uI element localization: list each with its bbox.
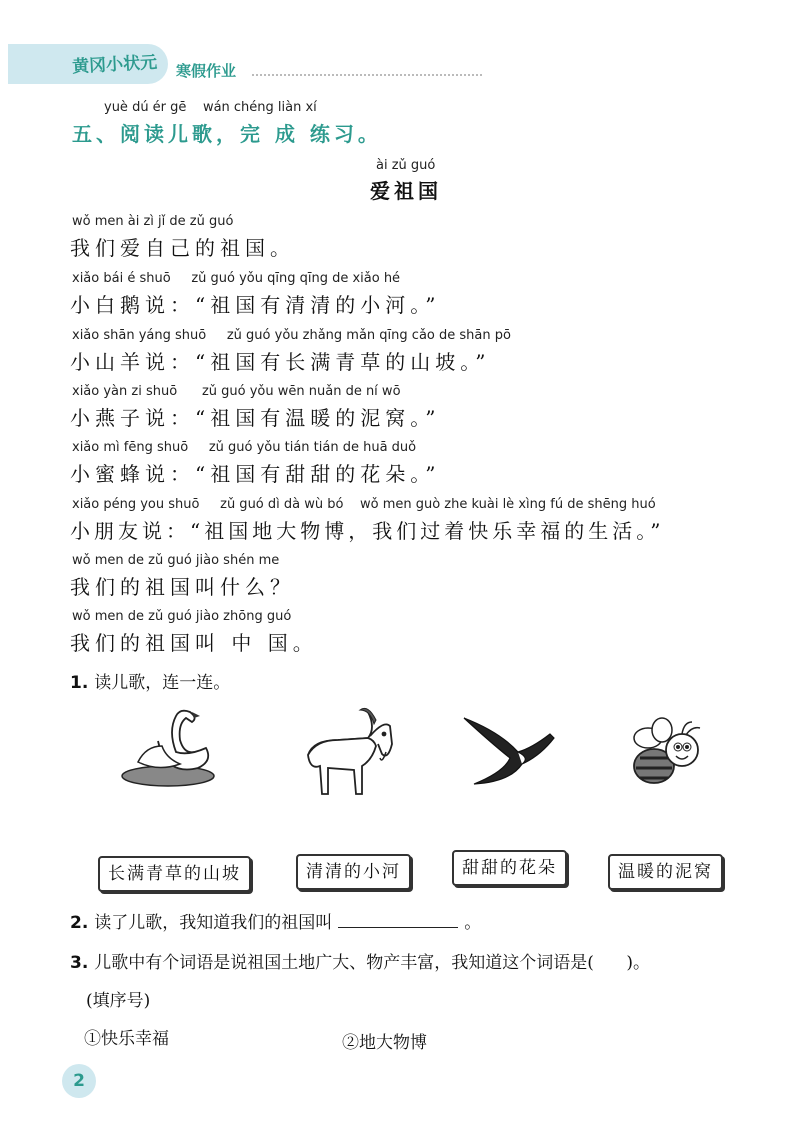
poem-line-pinyin: xiǎo bái é shuō zǔ guó yǒu qīng qīng de xiǎo hé xyxy=(72,271,401,286)
goat-icon[interactable] xyxy=(298,700,398,800)
poem-line-pinyin: wǒ men ài zì jǐ de zǔ guó xyxy=(72,214,234,229)
question-1: 1. 读儿歌，连一连。 xyxy=(70,673,231,693)
question-3: 3. 儿歌中有个词语是说祖国土地广大、物产丰富，我知道这个词语是( )。 xyxy=(70,953,650,973)
section-pinyin: yuè dú ér gē wán chéng liàn xí xyxy=(104,100,317,115)
option-1[interactable]: ①快乐幸福 xyxy=(84,1029,169,1049)
bee-icon[interactable] xyxy=(626,716,706,796)
match-card[interactable]: 长满青草的山坡 xyxy=(98,856,251,892)
match-card[interactable]: 甜甜的花朵 xyxy=(452,850,567,886)
section-title: 五、阅读儿歌，完 成 练习。 xyxy=(72,122,382,146)
brand-logo: 黄冈小状元 xyxy=(71,52,158,78)
poem-line: 小朋友说：“祖国地大物博，我们过着快乐幸福的生活。” xyxy=(70,519,665,543)
match-card[interactable]: 清清的小河 xyxy=(296,854,411,890)
poem-line-pinyin: wǒ men de zǔ guó jiào shén me xyxy=(72,553,280,568)
swan-icon[interactable] xyxy=(118,706,218,786)
poem-line-pinyin: xiǎo shān yáng shuō zǔ guó yǒu zhǎng mǎn qīng cǎo de shān pō xyxy=(72,328,511,343)
poem-line-pinyin: wǒ men de zǔ guó jiào zhōng guó xyxy=(72,609,292,624)
poem-line: 小山羊说：“祖国有长满青草的山坡。” xyxy=(70,350,491,374)
poem-title-pinyin: ài zǔ guó xyxy=(376,158,436,173)
header-divider xyxy=(252,74,482,76)
poem-line: 我们爱自己的祖国。 xyxy=(70,236,295,260)
poem-line: 小燕子说：“祖国有温暖的泥窝。” xyxy=(70,406,441,430)
poem-line: 我们的祖国叫什么？ xyxy=(70,575,295,599)
poem-line: 我们的祖国叫 中 国。 xyxy=(70,631,318,655)
poem-line: 小蜜蜂说：“祖国有甜甜的花朵。” xyxy=(70,462,441,486)
option-2[interactable]: ②地大物博 xyxy=(342,1033,427,1053)
page-number: 2 xyxy=(62,1064,96,1098)
poem-line: 小白鹅说：“祖国有清清的小河。” xyxy=(70,293,441,317)
poem-line-pinyin: xiǎo yàn zi shuō zǔ guó yǒu wēn nuǎn de ní wō xyxy=(72,384,401,399)
answer-blank[interactable] xyxy=(338,909,458,928)
question-2: 2. 读了儿歌，我知道我们的祖国叫 。 xyxy=(70,908,481,933)
header-subtitle: 寒假作业 xyxy=(176,62,237,80)
poem-line-pinyin: xiǎo mì fēng shuō zǔ guó yǒu tián tián de huā duǒ xyxy=(72,440,417,455)
match-card[interactable]: 温暖的泥窝 xyxy=(608,854,723,890)
poem-line-pinyin: xiǎo péng you shuō zǔ guó dì dà wù bó wǒ men guò zhe kuài lè xìng fú de shēng huó xyxy=(72,497,656,512)
swallow-icon[interactable] xyxy=(460,712,560,788)
poem-title: 爱祖国 xyxy=(370,179,442,203)
question-3-note: (填序号) xyxy=(86,991,151,1011)
